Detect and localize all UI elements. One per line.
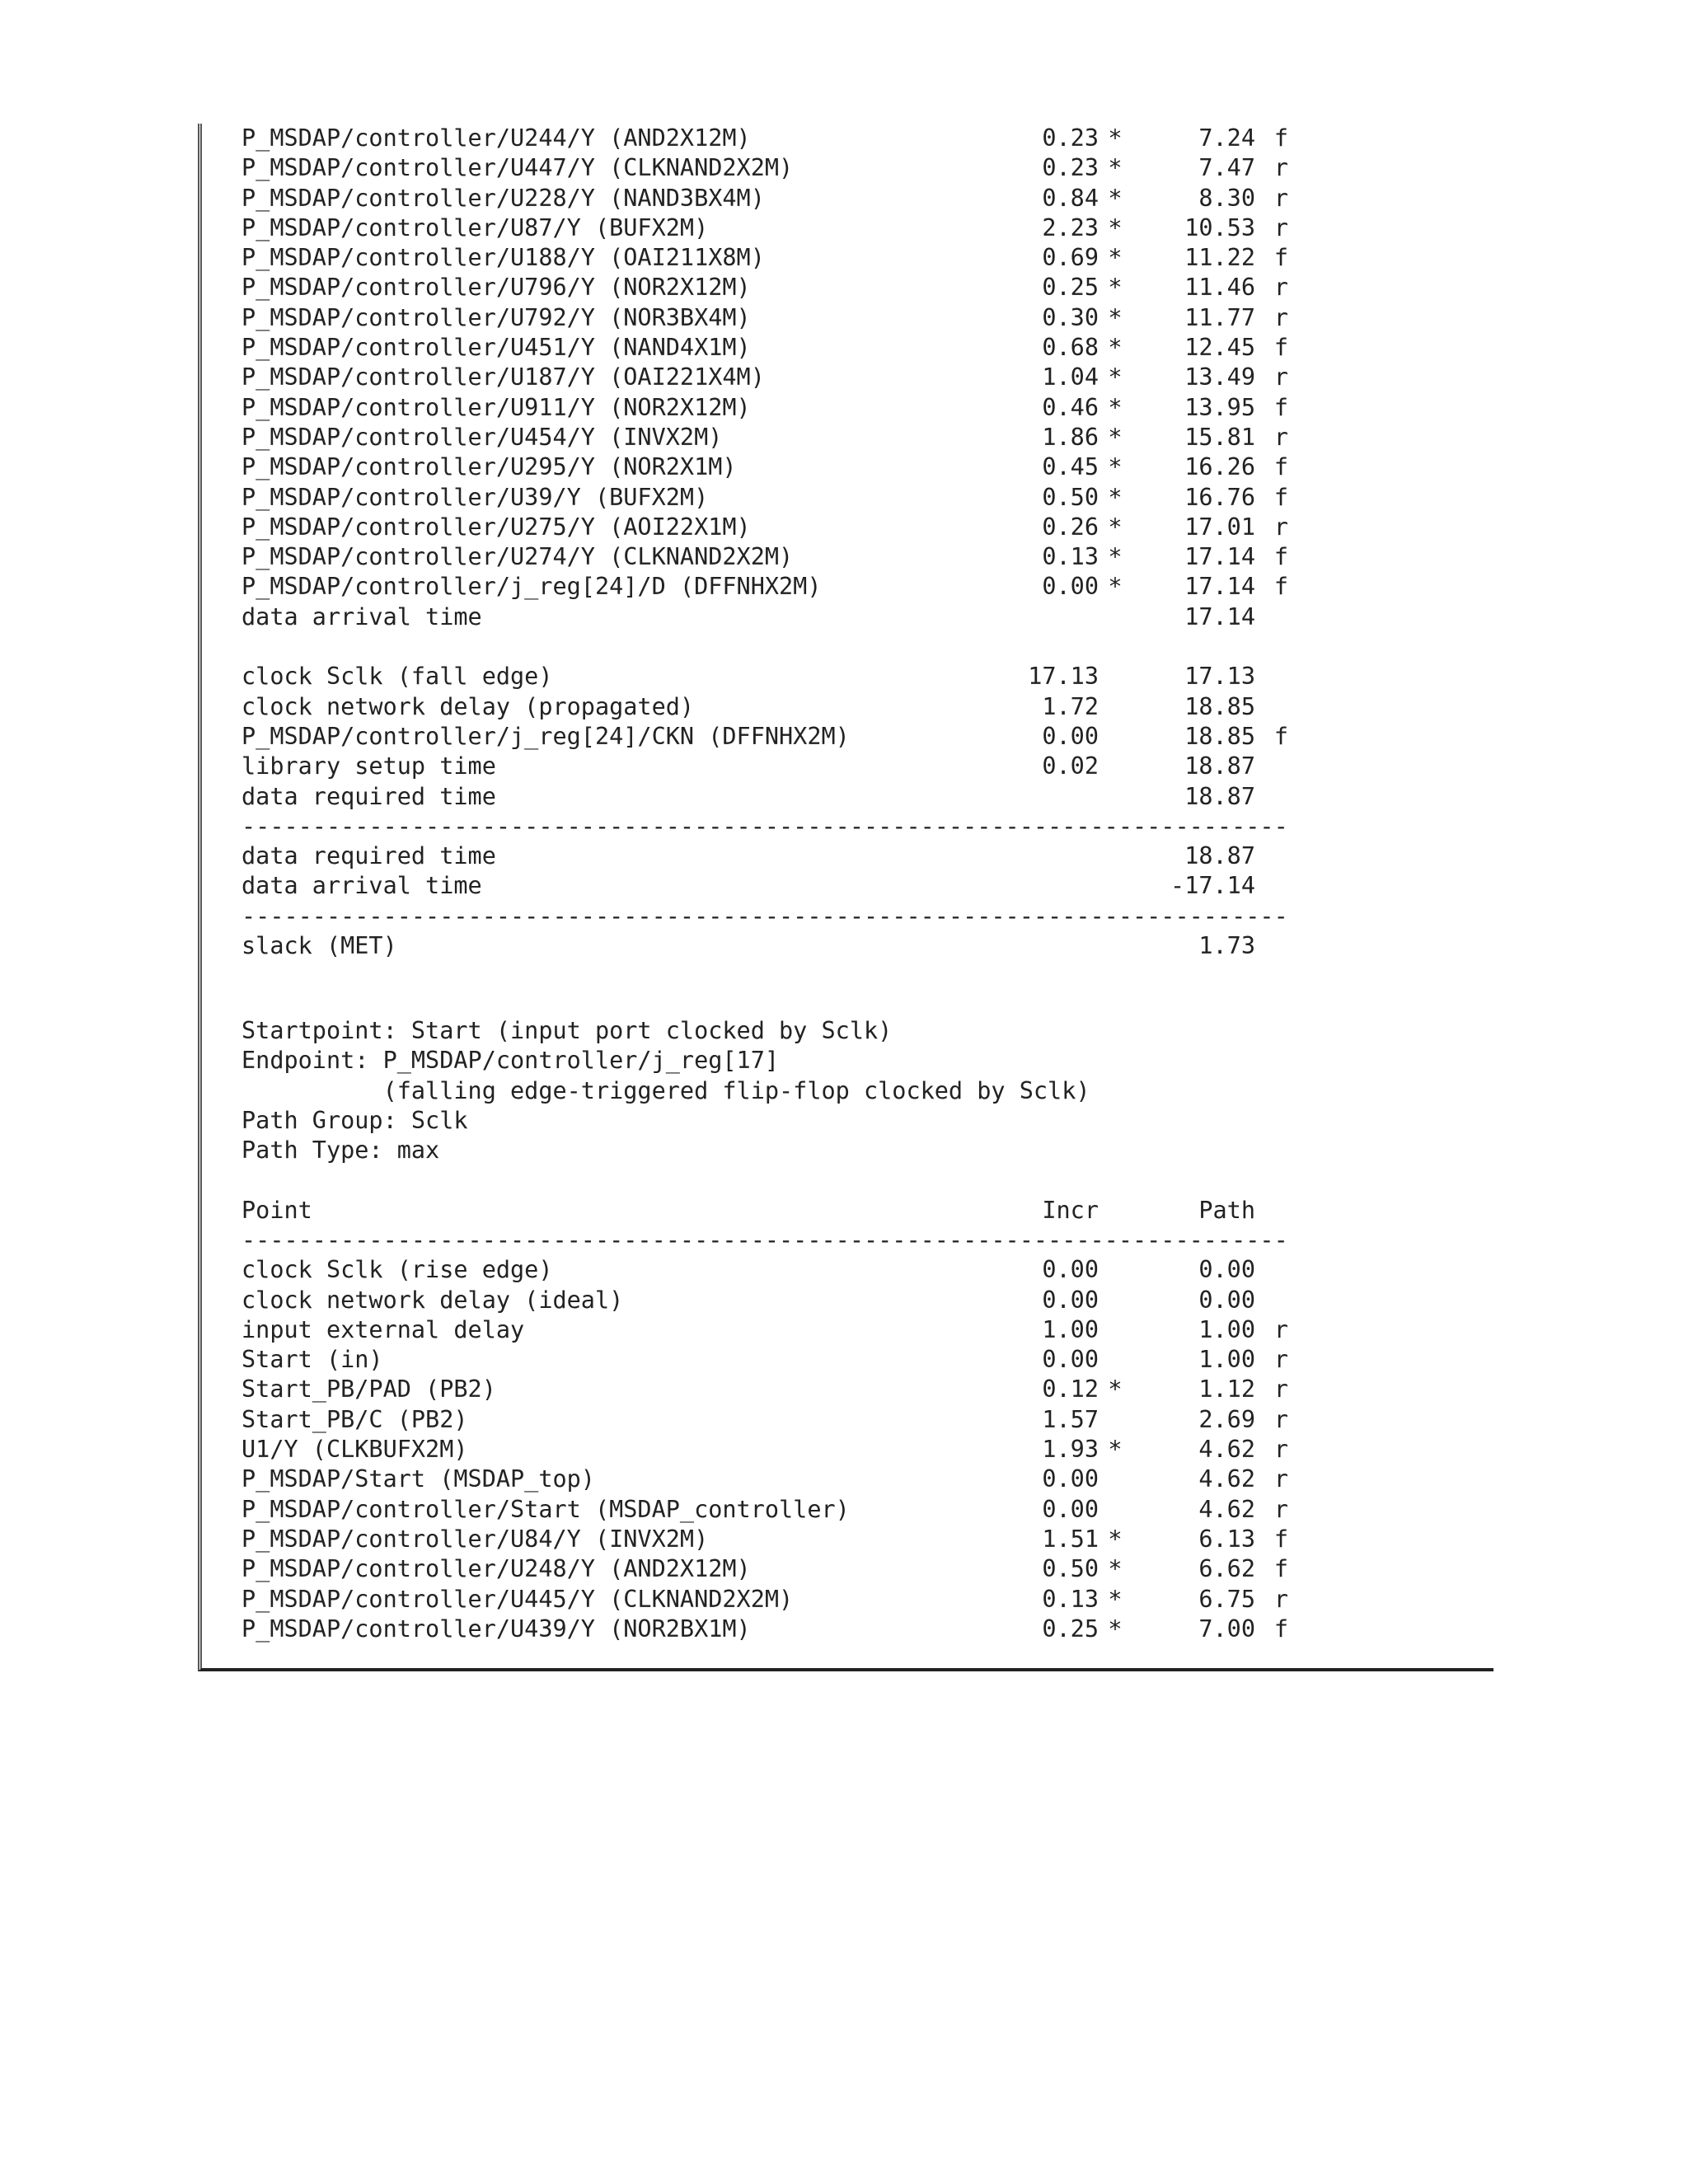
endpoint-line: [241, 1046, 1288, 1076]
timing-row: [241, 393, 1288, 423]
separator-rule: [241, 1226, 1288, 1255]
timing-incr: 0.25: [1042, 1615, 1099, 1643]
timing-flag: *: [1108, 303, 1123, 331]
timing-edge: f: [1273, 573, 1288, 601]
timing-incr: 0.30: [1042, 303, 1099, 331]
timing-incr: 0.50: [1042, 1555, 1099, 1583]
timing-flag: *: [1108, 1615, 1123, 1643]
timing-incr: 0.23: [1042, 124, 1099, 152]
timing-flag: *: [1108, 513, 1123, 541]
timing-edge: r: [1273, 184, 1288, 212]
timing-point: P_MSDAP/controller/U275/Y (AOI22X1M): [241, 513, 751, 541]
timing-point: P_MSDAP/controller/U439/Y (NOR2BX1M): [241, 1615, 751, 1643]
timing-path: 16.76: [1184, 483, 1255, 511]
timing-flag: *: [1108, 213, 1123, 241]
timing-flag: *: [1108, 334, 1123, 362]
timing-flag: *: [1108, 423, 1123, 451]
timing-incr: 1.04: [1042, 363, 1099, 391]
timing-point: library setup time: [241, 752, 496, 780]
timing-edge: r: [1273, 1405, 1288, 1433]
timing-row: [241, 1525, 1288, 1554]
blank-line: [241, 961, 1288, 991]
timing-point: clock network delay (propagated): [241, 692, 695, 720]
timing-edge: f: [1273, 722, 1288, 750]
timing-incr: 0.13: [1042, 1585, 1099, 1613]
timing-path: 17.13: [1184, 663, 1255, 691]
timing-edge: r: [1273, 1436, 1288, 1464]
timing-edge: f: [1273, 393, 1288, 421]
separator-dashes: --------------------------------------------------------------------------: [241, 902, 1288, 930]
timing-row: [241, 722, 1288, 752]
timing-row: [241, 452, 1288, 482]
timing-edge: r: [1273, 303, 1288, 331]
timing-row: [241, 243, 1288, 273]
timing-path: 18.85: [1184, 722, 1255, 750]
timing-flag: *: [1108, 453, 1123, 481]
timing-point: clock Sclk (rise edge): [241, 1256, 553, 1284]
timing-edge: r: [1273, 1346, 1288, 1374]
timing-flag: *: [1108, 573, 1123, 601]
timing-point: clock network delay (ideal): [241, 1286, 624, 1314]
timing-point: P_MSDAP/controller/j_reg[24]/D (DFFNHX2M): [241, 573, 822, 601]
timing-path: 15.81: [1184, 423, 1255, 451]
timing-point: clock Sclk (fall edge): [241, 663, 553, 691]
timing-point: P_MSDAP/controller/U188/Y (OAI211X8M): [241, 244, 765, 272]
timing-incr: 1.93: [1042, 1436, 1099, 1464]
timing-edge: f: [1273, 334, 1288, 362]
timing-point: P_MSDAP/controller/U796/Y (NOR2X12M): [241, 274, 751, 302]
timing-path: 6.62: [1198, 1555, 1255, 1583]
timing-edge: r: [1273, 513, 1288, 541]
timing-path: 17.14: [1184, 573, 1255, 601]
timing-row: [241, 423, 1288, 452]
timing-point: P_MSDAP/controller/U911/Y (NOR2X12M): [241, 393, 751, 421]
timing-row: [241, 1345, 1288, 1375]
timing-row: [241, 303, 1288, 333]
timing-path: 17.14: [1184, 543, 1255, 571]
timing-edge: r: [1273, 274, 1288, 302]
timing-point: data required time: [241, 842, 496, 870]
timing-row: [241, 1315, 1288, 1345]
timing-point: P_MSDAP/controller/U447/Y (CLKNAND2X2M): [241, 154, 794, 182]
timing-path: 6.13: [1198, 1525, 1255, 1553]
startpoint-line: [241, 1016, 1288, 1046]
timing-flag: *: [1108, 1376, 1123, 1404]
timing-point: P_MSDAP/controller/U39/Y (BUFX2M): [241, 483, 709, 511]
timing-path: 4.62: [1198, 1436, 1255, 1464]
timing-row: [241, 333, 1288, 363]
timing-flag: *: [1108, 1525, 1123, 1553]
timing-point: P_MSDAP/controller/U84/Y (INVX2M): [241, 1525, 709, 1553]
timing-row: [241, 1286, 1288, 1315]
timing-point: P_MSDAP/controller/U187/Y (OAI221X4M): [241, 363, 765, 391]
timing-edge: f: [1273, 1525, 1288, 1553]
timing-row: [241, 184, 1288, 213]
timing-point: P_MSDAP/controller/U454/Y (INVX2M): [241, 423, 723, 451]
timing-edge: f: [1273, 483, 1288, 511]
timing-path: 6.75: [1198, 1585, 1255, 1613]
timing-row: [241, 841, 1288, 871]
timing-path: 8.30: [1198, 184, 1255, 212]
timing-flag: *: [1108, 154, 1123, 182]
timing-incr: 0.23: [1042, 154, 1099, 182]
timing-path: 18.87: [1184, 842, 1255, 870]
timing-incr: 0.00: [1042, 1465, 1099, 1493]
timing-point: data required time: [241, 782, 496, 810]
timing-point: P_MSDAP/controller/U244/Y (AND2X12M): [241, 124, 751, 152]
timing-point: data arrival time: [241, 602, 482, 630]
timing-edge: r: [1273, 1376, 1288, 1404]
timing-path: 13.49: [1184, 363, 1255, 391]
timing-incr: 0.84: [1042, 184, 1099, 212]
separator-dashes: --------------------------------------------------------------------------: [241, 1226, 1288, 1254]
timing-path: 0.00: [1198, 1286, 1255, 1314]
timing-path: 7.24: [1198, 124, 1255, 152]
timing-edge: f: [1273, 543, 1288, 571]
timing-incr: 1.00: [1042, 1315, 1099, 1343]
timing-point: P_MSDAP/controller/U87/Y (BUFX2M): [241, 213, 709, 241]
timing-flag: *: [1108, 543, 1123, 571]
timing-incr: 17.13: [1028, 663, 1099, 691]
slack-value: 1.73: [1198, 932, 1255, 960]
timing-flag: *: [1108, 1436, 1123, 1464]
timing-path: 1.00: [1198, 1346, 1255, 1374]
timing-row: [241, 662, 1288, 691]
timing-row: [241, 153, 1288, 183]
timing-point: data arrival time: [241, 872, 482, 900]
timing-incr: 0.00: [1042, 1346, 1099, 1374]
timing-incr: 0.26: [1042, 513, 1099, 541]
timing-point: Start (in): [241, 1346, 383, 1374]
column-header-point: Point: [241, 1196, 312, 1224]
timing-path: 11.22: [1184, 244, 1255, 272]
timing-flag: *: [1108, 274, 1123, 302]
timing-flag: *: [1108, 1585, 1123, 1613]
timing-edge: r: [1273, 1465, 1288, 1493]
timing-row: [241, 1585, 1288, 1615]
timing-incr: 0.02: [1042, 752, 1099, 780]
timing-incr: 0.00: [1042, 1286, 1099, 1314]
timing-flag: *: [1108, 1555, 1123, 1583]
timing-incr: 2.23: [1042, 213, 1099, 241]
timing-flag: *: [1108, 124, 1123, 152]
timing-report-text: [241, 124, 1288, 1644]
timing-flag: *: [1108, 483, 1123, 511]
timing-path: 18.87: [1184, 752, 1255, 780]
timing-point: Start_PB/C (PB2): [241, 1405, 468, 1433]
timing-row: [241, 213, 1288, 243]
timing-flag: *: [1108, 393, 1123, 421]
timing-path: 0.00: [1198, 1256, 1255, 1284]
timing-incr: 0.69: [1042, 244, 1099, 272]
timing-path: 7.47: [1198, 154, 1255, 182]
timing-path: 10.53: [1184, 213, 1255, 241]
timing-path: 18.85: [1184, 692, 1255, 720]
timing-row: [241, 782, 1288, 812]
startpoint: Startpoint: Start (input port clocked by Sclk): [241, 1016, 893, 1044]
path-group-line: [241, 1106, 1288, 1136]
timing-path: 18.87: [1184, 782, 1255, 810]
timing-path: -17.14: [1170, 872, 1255, 900]
timing-row: [241, 752, 1288, 781]
timing-path: 4.62: [1198, 1495, 1255, 1523]
timing-incr: 0.00: [1042, 1256, 1099, 1284]
timing-edge: r: [1273, 1495, 1288, 1523]
timing-point: P_MSDAP/controller/U274/Y (CLKNAND2X2M): [241, 543, 794, 571]
timing-incr: 0.13: [1042, 543, 1099, 571]
timing-row: [241, 1255, 1288, 1285]
timing-point: P_MSDAP/controller/j_reg[24]/CKN (DFFNHX2M): [241, 722, 850, 750]
timing-point: P_MSDAP/controller/U451/Y (NAND4X1M): [241, 334, 751, 362]
timing-point: P_MSDAP/controller/U228/Y (NAND3BX4M): [241, 184, 765, 212]
timing-path: 16.26: [1184, 453, 1255, 481]
timing-incr: 0.50: [1042, 483, 1099, 511]
timing-path: 4.62: [1198, 1465, 1255, 1493]
timing-row: [241, 572, 1288, 602]
timing-edge: f: [1273, 244, 1288, 272]
timing-row: [241, 1435, 1288, 1465]
timing-row: [241, 124, 1288, 153]
timing-path: 7.00: [1198, 1615, 1255, 1643]
blank-line: [241, 1165, 1288, 1195]
timing-point: Start_PB/PAD (PB2): [241, 1376, 496, 1404]
timing-edge: r: [1273, 423, 1288, 451]
timing-path: 17.01: [1184, 513, 1255, 541]
timing-path: 1.12: [1198, 1376, 1255, 1404]
timing-edge: r: [1273, 154, 1288, 182]
path-group: Path Group: Sclk: [241, 1106, 468, 1134]
endpoint-detail: (falling edge-triggered flip-flop clocked by Sclk): [241, 1076, 1090, 1104]
timing-row: [241, 542, 1288, 572]
separator-dashes: --------------------------------------------------------------------------: [241, 812, 1288, 840]
timing-path: 2.69: [1198, 1405, 1255, 1433]
column-header-incr: Incr: [1042, 1196, 1099, 1224]
path-type-line: [241, 1136, 1288, 1165]
timing-row: [241, 1405, 1288, 1435]
timing-flag: *: [1108, 184, 1123, 212]
timing-incr: 0.12: [1042, 1376, 1099, 1404]
timing-path: 1.00: [1198, 1315, 1255, 1343]
timing-edge: f: [1273, 1615, 1288, 1643]
timing-report-frame: [198, 124, 1493, 1671]
timing-row: [241, 513, 1288, 542]
timing-point: input external delay: [241, 1315, 525, 1343]
timing-incr: 0.00: [1042, 1495, 1099, 1523]
timing-row: [241, 871, 1288, 901]
slack-row: [241, 931, 1288, 961]
timing-row: [241, 1554, 1288, 1584]
timing-row: [241, 1465, 1288, 1494]
timing-incr: 0.45: [1042, 453, 1099, 481]
timing-point: P_MSDAP/Start (MSDAP_top): [241, 1465, 595, 1493]
timing-edge: f: [1273, 1555, 1288, 1583]
timing-point: P_MSDAP/controller/U248/Y (AND2X12M): [241, 1555, 751, 1583]
timing-flag: *: [1108, 244, 1123, 272]
timing-point: P_MSDAP/controller/U792/Y (NOR3BX4M): [241, 303, 751, 331]
endpoint-detail-line: [241, 1076, 1288, 1106]
timing-incr: 0.68: [1042, 334, 1099, 362]
timing-path: 13.95: [1184, 393, 1255, 421]
endpoint: Endpoint: P_MSDAP/controller/j_reg[17]: [241, 1047, 780, 1075]
timing-row: [241, 602, 1288, 632]
blank-line: [241, 632, 1288, 662]
timing-edge: f: [1273, 453, 1288, 481]
separator-rule: [241, 812, 1288, 841]
timing-row: [241, 1495, 1288, 1525]
timing-edge: r: [1273, 213, 1288, 241]
timing-incr: 0.25: [1042, 274, 1099, 302]
timing-path: 12.45: [1184, 334, 1255, 362]
separator-rule: [241, 902, 1288, 931]
slack-label: slack (MET): [241, 932, 397, 960]
timing-path: 17.14: [1184, 602, 1255, 630]
timing-row: [241, 1615, 1288, 1644]
timing-incr: 0.00: [1042, 722, 1099, 750]
timing-edge: r: [1273, 363, 1288, 391]
timing-incr: 0.00: [1042, 573, 1099, 601]
timing-row: [241, 483, 1288, 513]
timing-row: [241, 692, 1288, 722]
timing-row: [241, 273, 1288, 302]
timing-incr: 1.57: [1042, 1405, 1099, 1433]
path-type: Path Type: max: [241, 1137, 440, 1165]
timing-point: U1/Y (CLKBUFX2M): [241, 1436, 468, 1464]
timing-point: P_MSDAP/controller/U295/Y (NOR2X1M): [241, 453, 737, 481]
timing-path: 11.77: [1184, 303, 1255, 331]
timing-point: P_MSDAP/controller/Start (MSDAP_controller): [241, 1495, 850, 1523]
timing-incr: 0.46: [1042, 393, 1099, 421]
timing-edge: r: [1273, 1585, 1288, 1613]
timing-edge: r: [1273, 1315, 1288, 1343]
timing-incr: 1.72: [1042, 692, 1099, 720]
timing-path: 11.46: [1184, 274, 1255, 302]
timing-edge: f: [1273, 124, 1288, 152]
timing-row: [241, 363, 1288, 392]
timing-incr: 1.51: [1042, 1525, 1099, 1553]
timing-row: [241, 1375, 1288, 1404]
column-header-row: [241, 1196, 1288, 1226]
timing-point: P_MSDAP/controller/U445/Y (CLKNAND2X2M): [241, 1585, 794, 1613]
column-header-path: Path: [1198, 1196, 1255, 1224]
timing-incr: 1.86: [1042, 423, 1099, 451]
timing-flag: *: [1108, 363, 1123, 391]
